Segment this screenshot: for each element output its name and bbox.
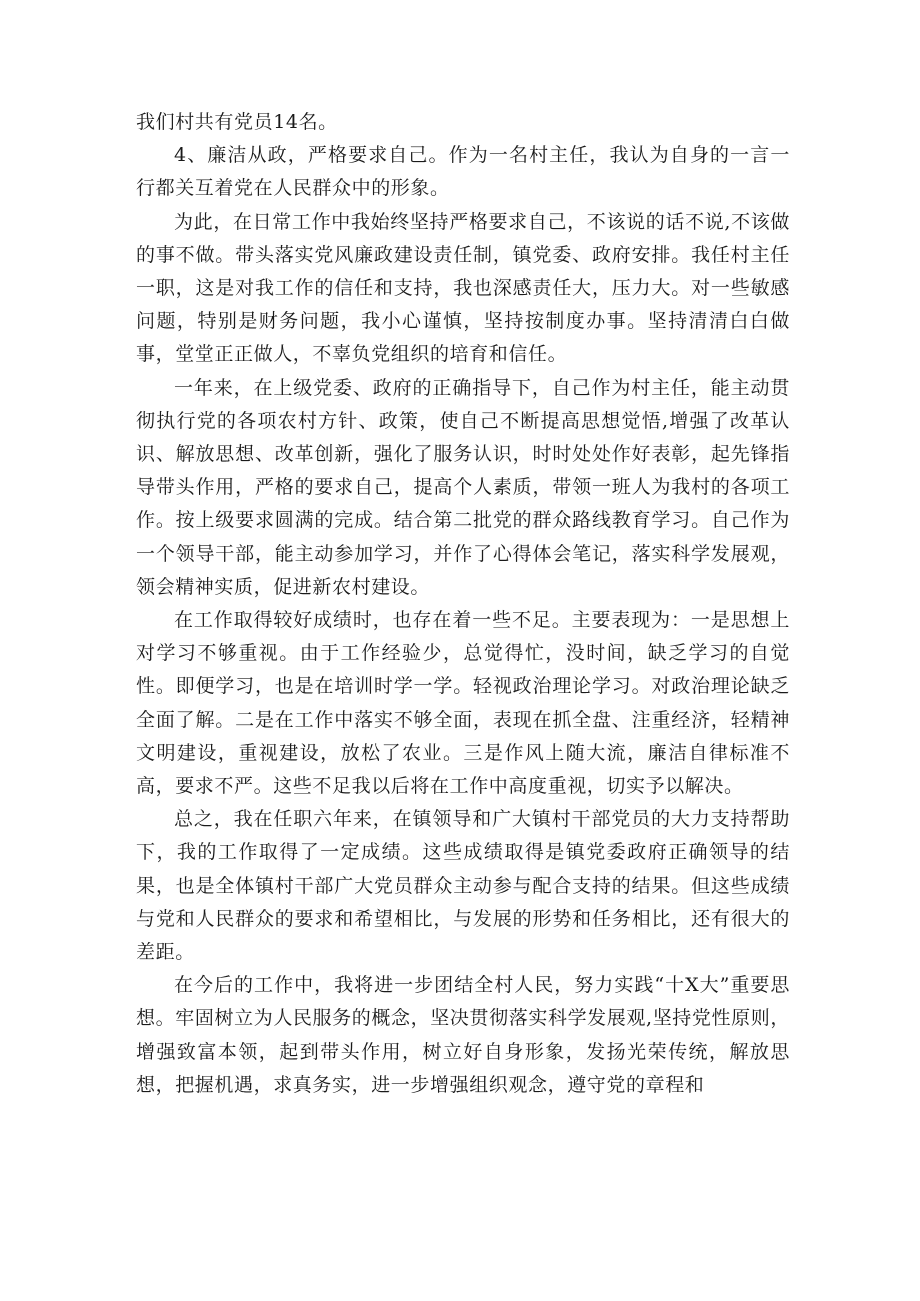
- document-page: [136, 106, 790, 1102]
- paragraph-4: 一年来，在上级党委、政府的正确指导下，自己作为村主任，能主动贯彻执行党的各项农村方针、政策，使自己不断提高思想觉悟,增强了改革认识、解放思想、改革创新，强化了服务认识，时时处处作好表彰，起先锋指导带头作用，严格的要求自己，提高个人素质，带领一班人为我村的各项工作。按上级要求圆满的完成。结合第二批党的群众路线教育学习。自己作为一个领导干部，能主动参加学习，并作了心得体会笔记，落实科学发展观，领会精神实质，促进新农村建设。: [136, 376, 790, 598]
- paragraph-2: 4、廉洁从政，严格要求自己。作为一名村主任，我认为自身的一言一行都关互着党在人民群众中的形象。: [136, 144, 790, 200]
- paragraph-5: 在工作取得较好成绩时，也存在着一些不足。主要表现为：一是思想上对学习不够重视。由于工作经验少，总觉得忙，没时间，缺乏学习的自觉性。即便学习，也是在培训时学一学。轻视政治理论学习。对政治理论缺乏全面了解。二是在工作中落实不够全面，表现在抓全盘、注重经济，轻精神文明建设，重视建设，放松了农业。三是作风上随大流，廉洁自律标准不高，要求不严。这些不足我以后将在工作中高度重视，切实予以解决。: [136, 609, 790, 798]
- paragraph-1: 我们村共有党员14名。: [136, 111, 338, 133]
- paragraph-7: 在今后的工作中，我将进一步团结全村人民，努力实践“十X大”重要思想。牢固树立为人民服务的概念，坚决贯彻落实科学发展观,坚持党性原则，增强致富本领，起到带头作用，树立好自身形象，发扬光荣传统，解放思想，把握机遇，求真务实，进一步增强组织观念，遵守党的章程和: [136, 974, 790, 1096]
- paragraph-3: 为此，在日常工作中我始终坚持严格要求自己，不该说的话不说,不该做的事不做。带头落实党风廉政建设责任制，镇党委、政府安排。我任村主任一职，这是对我工作的信任和支持，我也深感责任大，压力大。对一些敏感问题，特别是财务问题，我小心谨慎，坚持按制度办事。坚持清清白白做事，堂堂正正做人，不辜负党组织的培育和信任。: [136, 210, 790, 366]
- paragraph-6: 总之，我在任职六年来，在镇领导和广大镇村干部党员的大力支持帮助下，我的工作取得了一定成绩。这些成绩取得是镇党委政府正确领导的结果，也是全体镇村干部广大党员群众主动参与配合支持的结果。但这些成绩与党和人民群众的要求和希望相比，与发展的形势和任务相比，还有很大的差距。: [136, 808, 790, 964]
